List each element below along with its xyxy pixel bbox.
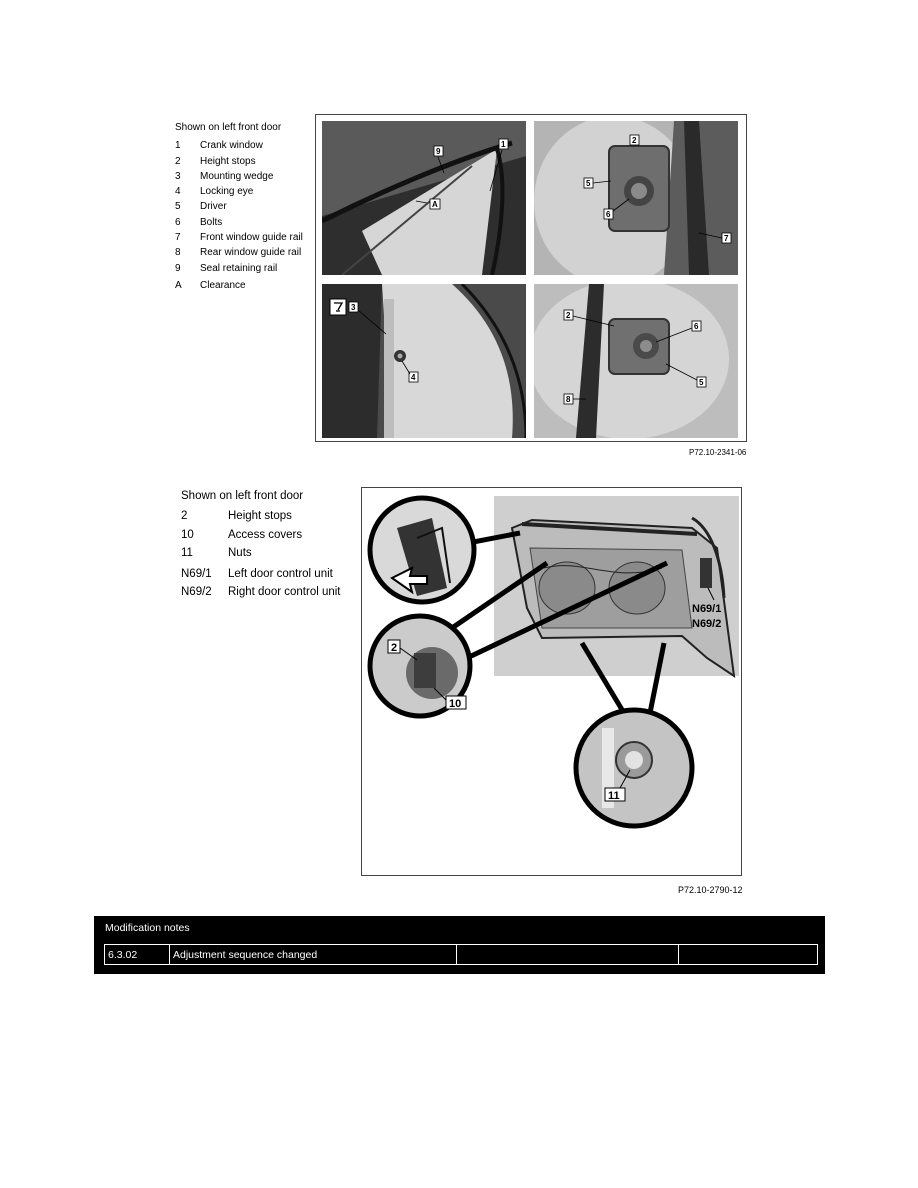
label-7: 7 — [724, 234, 729, 243]
photo-panel-crank-window — [322, 121, 526, 275]
legend-title: Shown on left front door — [175, 122, 282, 133]
figure-window-adjustment-photos — [315, 114, 747, 442]
modification-notes-title: Modification notes — [105, 922, 190, 934]
label-6: 6 — [694, 322, 699, 331]
label-6: 6 — [606, 210, 611, 219]
modification-notes-table — [104, 944, 818, 965]
legend-item: 3 Mounting wedge — [175, 170, 274, 182]
label-2: 2 — [632, 136, 637, 145]
photo-rear-guide-rail — [534, 284, 738, 438]
figure-1-caption: P72.10-2341-06 — [689, 448, 747, 457]
label-1: 1 — [501, 140, 506, 149]
label-2: 2 — [391, 642, 398, 654]
label-11: 11 — [608, 790, 620, 802]
legend-item: 2 Height stops — [175, 155, 256, 167]
label-2: 2 — [566, 311, 571, 320]
note-cell-3 — [457, 945, 679, 965]
label-5: 5 — [699, 378, 704, 387]
legend-figure-1 — [175, 120, 315, 293]
legend-title: Shown on left front door — [181, 490, 304, 502]
label-N69-2: N69/2 — [692, 618, 722, 630]
modification-notes-panel — [94, 916, 825, 974]
photo-panel-height-stops-rear — [534, 284, 738, 438]
label-N69-1: N69/1 — [692, 603, 722, 615]
photo-crank-window — [322, 121, 526, 275]
figure-2-caption: P72.10-2790-12 — [678, 885, 743, 895]
illustration-door-inner-panel — [362, 488, 742, 876]
label-3: 3 — [351, 303, 356, 312]
note-cell-4 — [679, 945, 818, 965]
photo-panel-mounting-wedge — [322, 284, 526, 438]
legend-item: 1 Crank window — [175, 140, 263, 152]
figure-door-access-covers — [361, 487, 742, 876]
label-5: 5 — [586, 179, 591, 188]
note-date: 6.3.02 — [105, 945, 170, 965]
legend-item: 11 Nuts — [181, 546, 252, 559]
legend-item: N69/2 Right door control unit — [181, 586, 341, 599]
label-10: 10 — [449, 698, 462, 710]
legend-item: 7 Front window guide rail — [175, 232, 303, 244]
legend-item: N69/1 Left door control unit — [181, 568, 333, 581]
photo-locking-eye — [322, 284, 526, 438]
table-row — [105, 945, 818, 965]
label-8: 8 — [566, 395, 571, 404]
legend-item: 10 Access covers — [181, 528, 303, 541]
label-4: 4 — [411, 373, 416, 382]
legend-item: A Clearance — [175, 279, 246, 291]
legend-item: 9 Seal retaining rail — [175, 262, 278, 274]
photo-panel-height-stops-front — [534, 121, 738, 275]
legend-figure-2 — [181, 487, 361, 602]
label-9: 9 — [436, 147, 441, 156]
legend-item: 6 Bolts — [175, 216, 223, 228]
legend-item: 5 Driver — [175, 201, 227, 213]
legend-item: 2 Height stops — [181, 510, 292, 523]
label-A: A — [432, 200, 438, 209]
note-text: Adjustment sequence changed — [170, 945, 457, 965]
legend-item: 8 Rear window guide rail — [175, 247, 302, 259]
legend-item: 4 Locking eye — [175, 186, 254, 198]
photo-front-guide-rail — [534, 121, 738, 275]
